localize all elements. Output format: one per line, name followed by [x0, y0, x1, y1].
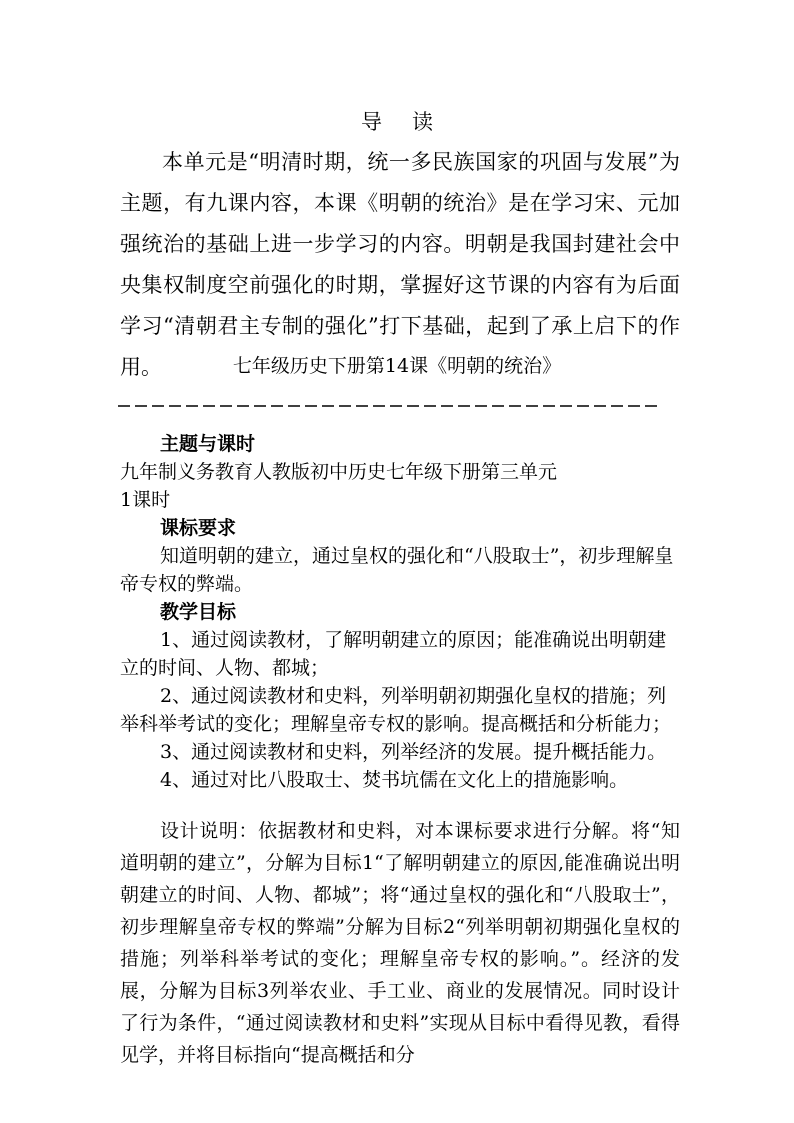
lesson-body [120, 430, 680, 794]
lesson-title: 七年级历史下册第14课《明朝的统治》 [232, 355, 562, 377]
goal-item-2: 2、通过阅读教材和史料，列举明朝初期强化皇权的措施；列举科举考试的变化；理解皇帝专权的影响。提高概括和分析能力； [120, 685, 672, 735]
theme-heading: 主题与课时 [160, 433, 256, 455]
goal-item-4: 4、通过对比八股取士、焚书坑儒在文化上的措施影响。 [160, 769, 629, 791]
theme-line-edition: 九年制义务教育人教版初中历史七年级下册第三单元 [120, 461, 558, 483]
goal-item-3: 3、通过阅读教材和史料，列举经济的发展。提升概括能力。 [160, 741, 667, 763]
guide-title: 导读 [361, 110, 463, 134]
standard-text: 知道明朝的建立，通过皇权的强化和“八股取士”，初步理解皇帝专权的弊端。 [120, 545, 674, 595]
design-notes [120, 815, 680, 1071]
separator-dash-line [118, 384, 658, 414]
separator-dashes [118, 384, 658, 414]
standard-heading: 课标要求 [160, 517, 237, 539]
design-paragraph: 设计说明：依据教材和史料，对本课标要求进行分解。将“知道明朝的建立”，分解为目标1“了解明朝建立的原因,能准确说出明朝建立的时间、人物、都城”；将“通过皇权的强化和“八股取士”，初步理解皇帝专权的弊端”分解为目标2“列举明朝初期强化皇权的措施；列举科举考试的变化；理解皇帝专权的影响。”。经济的发展，分解为目标3列举农业、手工业、商业的发展情况。同时设计了行为条件，“通过阅读教材和史料”实现从目标中看得见教，看得见学，并将目标指向“提高概括和分 [120, 820, 680, 1066]
intro-paragraph: 本单元是“明清时期，统一多民族国家的巩固与发展”为主题，有九课内容，本课《明朝的统治》是在学习宋、元加强统治的基础上进一步学习的内容。明朝是我国封建社会中央集权制度空前强化的时期，掌握好这节课的内容有为后面学习“清朝君主专制的强化”打下基础，起到了承上启下的作用。 [120, 150, 680, 379]
goals-heading: 教学目标 [160, 601, 237, 623]
goal-item-1: 1、通过阅读教材，了解明朝建立的原因；能准确说出明朝建立的时间、人物、都城； [120, 629, 667, 679]
theme-line-hours: 1课时 [120, 489, 171, 511]
